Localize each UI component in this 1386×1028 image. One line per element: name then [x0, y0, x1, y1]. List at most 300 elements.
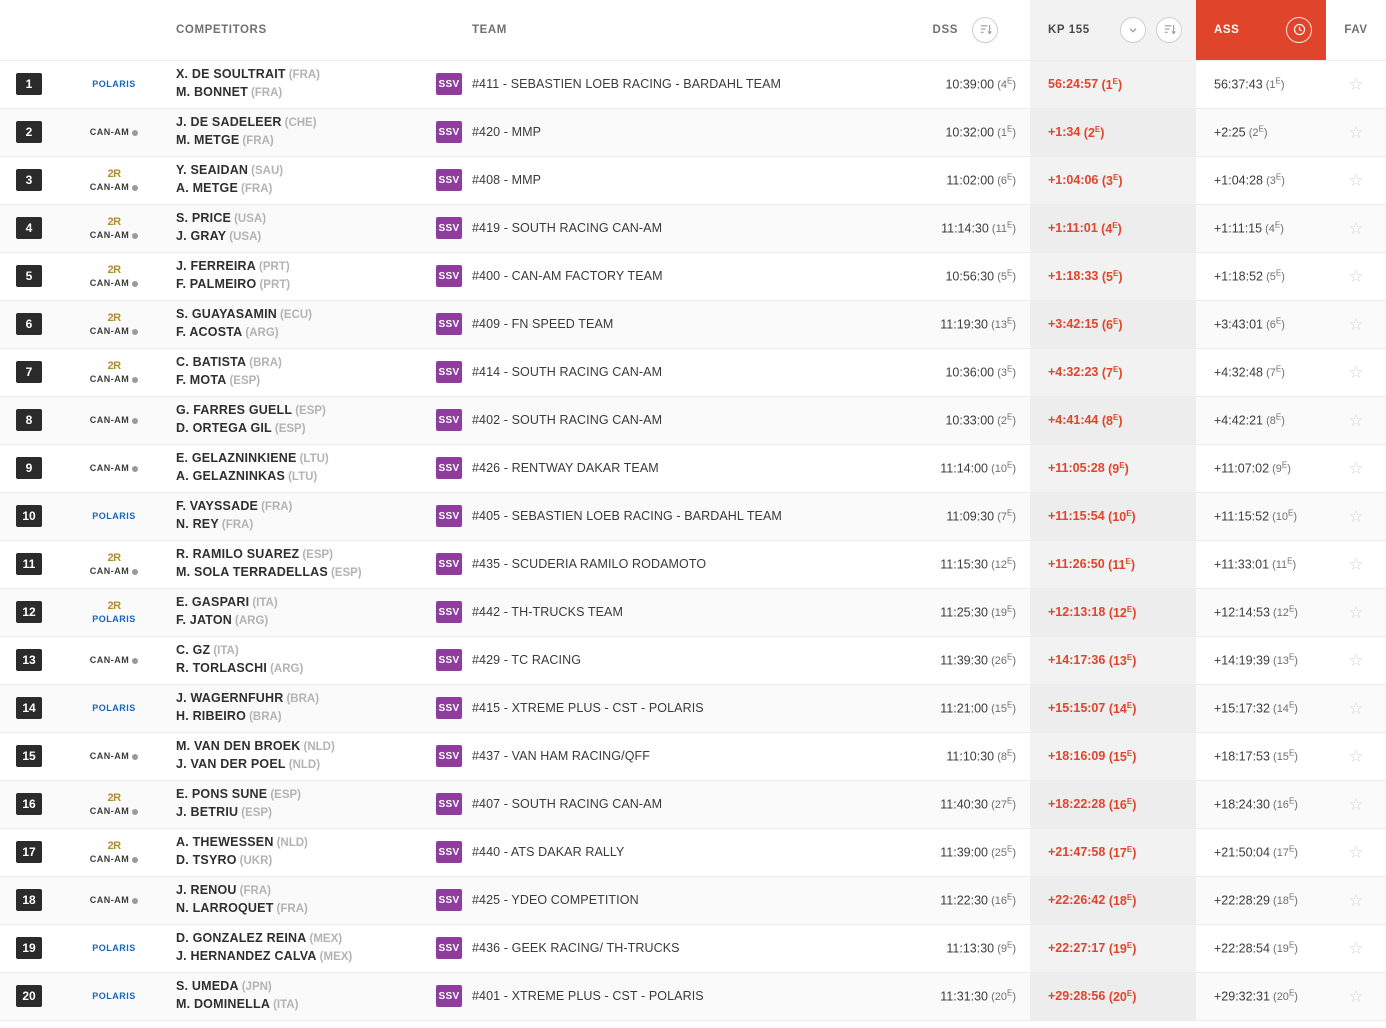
class-badge: SSV: [436, 889, 462, 911]
brand-cell: [58, 156, 170, 204]
team-cell: [470, 108, 842, 156]
codriver-nationality: (ESP): [229, 375, 261, 387]
team-cell: [470, 300, 842, 348]
team-label: #437 - VAN HAM RACING/QFF: [472, 749, 650, 763]
kp-time: +4:41:44: [1048, 413, 1099, 428]
ass-time: +2:25: [1214, 125, 1246, 140]
ass-time: +11:15:52: [1214, 509, 1270, 524]
favorite-cell[interactable]: [1326, 588, 1386, 636]
ass-rank: $(2^E)$: [1245, 124, 1268, 140]
kp-time: +4:32:23: [1048, 365, 1099, 380]
dss-rank: $(12^E)$: [988, 556, 1016, 572]
codriver-nationality: (FRA): [276, 903, 308, 915]
ass-cell: [1196, 924, 1326, 972]
team-label: #429 - TC RACING: [472, 653, 582, 667]
ass-time: +21:50:04: [1214, 845, 1270, 860]
codriver-name: D. TSYRO: [176, 853, 237, 867]
table-row[interactable]: [0, 348, 1386, 396]
kp-rank: $(11^E)$: [1104, 556, 1136, 572]
driver-name: J. FERREIRA: [176, 259, 256, 274]
class-badge: SSV: [436, 649, 462, 671]
table-row[interactable]: [0, 972, 1386, 1020]
table-row[interactable]: [0, 780, 1386, 828]
brand-logo: POLARIS: [92, 991, 136, 1001]
competitors-cell: [170, 828, 428, 876]
star-icon[interactable]: ☆: [1348, 890, 1364, 910]
ass-cell: [1196, 972, 1326, 1020]
team-cell: [470, 60, 842, 108]
driver-nationality: (JPN): [241, 981, 272, 994]
driver-name: S. PRICE: [176, 211, 232, 226]
ass-rank: $(16^E)$: [1269, 796, 1298, 812]
table-row[interactable]: [0, 684, 1386, 732]
favorite-cell[interactable]: [1326, 204, 1386, 252]
driver-name: C. BATISTA: [176, 355, 247, 370]
codriver-name: M. BONNET: [176, 85, 248, 99]
dss-time: 11:25:30: [940, 605, 989, 620]
team-cell: [470, 348, 842, 396]
favorite-cell[interactable]: [1326, 780, 1386, 828]
favorite-cell[interactable]: [1326, 732, 1386, 780]
header-rank: [0, 0, 58, 60]
kp-time: +18:16:09: [1048, 749, 1106, 764]
kp-time: 56:24:57: [1048, 77, 1099, 92]
competitors-cell: [170, 348, 428, 396]
brand-cell: [58, 924, 170, 972]
favorite-cell[interactable]: [1326, 444, 1386, 492]
driver-name: E. GELAZNINKIENE: [176, 451, 297, 466]
kp-time: +29:28:56: [1048, 989, 1106, 1004]
table-row[interactable]: [0, 828, 1386, 876]
codriver-nationality: (PRT): [259, 279, 291, 291]
header-kp-label: KP 155: [1048, 23, 1090, 36]
dss-time: 11:39:00: [940, 845, 989, 860]
table-row[interactable]: [0, 876, 1386, 924]
favorite-cell[interactable]: [1326, 300, 1386, 348]
dss-time: 11:39:30: [940, 653, 989, 668]
kp-time: +11:05:28: [1048, 461, 1105, 476]
brand-logo: CAN-AM: [90, 566, 139, 576]
dss-rank: $(10^E)$: [988, 460, 1016, 476]
brand-logo: CAN-AM: [90, 230, 139, 240]
favorite-cell[interactable]: [1326, 252, 1386, 300]
ass-cell: [1196, 204, 1326, 252]
class-badge: SSV: [436, 985, 462, 1007]
header-dss: DSS: [842, 0, 972, 60]
ass-rank: $(4^E)$: [1262, 220, 1284, 236]
driver-name: G. FARRES GUELL: [176, 403, 293, 418]
star-icon[interactable]: ☆: [1348, 266, 1364, 286]
kp-time: +18:22:28: [1048, 797, 1106, 812]
driver-name: X. DE SOULTRAIT: [176, 67, 286, 82]
codriver-nationality: (FRA): [241, 183, 273, 195]
ass-rank: $(8^E)$: [1263, 412, 1285, 428]
ass-cell: [1196, 396, 1326, 444]
favorite-cell[interactable]: [1326, 876, 1386, 924]
dss-time: 11:19:30: [940, 317, 989, 332]
star-icon[interactable]: ☆: [1348, 794, 1364, 814]
kp-cell: [1030, 204, 1196, 252]
brand-cell: [58, 108, 170, 156]
kp-cell: [1030, 348, 1196, 396]
competitors-cell: [170, 732, 428, 780]
codriver-nationality: (BRA): [249, 711, 282, 723]
codriver-nationality: (ARG): [270, 663, 304, 675]
team-label: #400 - CAN-AM FACTORY TEAM: [472, 269, 663, 283]
table-row[interactable]: [0, 588, 1386, 636]
class-badge: SSV: [436, 505, 462, 527]
dss-time: 11:10:30: [946, 749, 995, 764]
team-label: #411 - SEBASTIEN LOEB RACING - BARDAHL TEAM: [472, 77, 782, 91]
driver-nationality: (SAU): [251, 165, 284, 178]
brand-dot-icon: [132, 281, 138, 287]
driver-nationality: (ITA): [213, 645, 239, 658]
team-label: #425 - YDEO COMPETITION: [472, 893, 639, 907]
dss-rank: $(16^E)$: [988, 892, 1016, 908]
kp-time: +1:11:01: [1048, 221, 1098, 236]
ass-cell: [1196, 780, 1326, 828]
table-body: [0, 60, 1386, 1020]
team-label: #402 - SOUTH RACING CAN-AM: [472, 413, 663, 427]
brand-logo: POLARIS: [92, 943, 136, 953]
class-cell: [428, 684, 470, 732]
star-icon[interactable]: ☆: [1348, 506, 1364, 526]
favorite-cell[interactable]: [1326, 108, 1386, 156]
sort-icon[interactable]: [972, 17, 998, 43]
star-icon[interactable]: ☆: [1348, 554, 1364, 574]
class-badge: SSV: [436, 697, 462, 719]
two-r-icon: 2R: [107, 360, 121, 372]
ass-time: +14:19:39: [1214, 653, 1270, 668]
codriver-nationality: (USA): [229, 231, 262, 243]
kp-cell: [1030, 588, 1196, 636]
dss-cell: [842, 444, 1030, 492]
team-label: #435 - SCUDERIA RAMILO RODAMOTO: [472, 557, 707, 571]
favorite-cell[interactable]: [1326, 828, 1386, 876]
table-row[interactable]: [0, 732, 1386, 780]
brand-logo: POLARIS: [92, 703, 136, 713]
dss-cell: [842, 684, 1030, 732]
two-r-icon: 2R: [107, 312, 121, 324]
dss-time: 11:15:30: [940, 557, 989, 572]
brand-logo: CAN-AM: [90, 415, 139, 425]
star-icon[interactable]: ☆: [1348, 746, 1364, 766]
kp-rank: $(7^E)$: [1098, 364, 1123, 380]
star-icon[interactable]: ☆: [1348, 842, 1364, 862]
kp-rank: $(6^E)$: [1098, 316, 1123, 332]
ass-cell: [1196, 684, 1326, 732]
dss-rank: $(6^E)$: [994, 172, 1016, 188]
favorite-cell[interactable]: [1326, 60, 1386, 108]
kp-rank: $(1^E)$: [1098, 76, 1123, 92]
dss-rank: $(9^E)$: [994, 940, 1016, 956]
driver-name: C. GZ: [176, 643, 211, 658]
competitors-cell: [170, 60, 428, 108]
ass-rank: $(20^E)$: [1269, 988, 1298, 1004]
clock-icon[interactable]: [1286, 17, 1312, 43]
class-cell: [428, 828, 470, 876]
driver-nationality: (ESP): [270, 789, 301, 802]
kp-time: +1:34: [1048, 125, 1081, 140]
competitors-cell: [170, 108, 428, 156]
codriver-name: M. SOLA TERRADELLAS: [176, 565, 328, 579]
favorite-cell[interactable]: [1326, 684, 1386, 732]
driver-nationality: (FRA): [239, 885, 271, 898]
star-icon[interactable]: ☆: [1348, 122, 1364, 142]
star-icon[interactable]: ☆: [1348, 410, 1364, 430]
ass-cell: [1196, 108, 1326, 156]
chevron-down-icon[interactable]: [1120, 17, 1146, 43]
driver-nationality: (ECU): [280, 309, 312, 322]
table-row[interactable]: [0, 444, 1386, 492]
brand-cell: [58, 636, 170, 684]
ass-cell: [1196, 540, 1326, 588]
brand-cell: [58, 60, 170, 108]
driver-nationality: (BRA): [286, 693, 320, 706]
ass-time: 56:37:43: [1214, 77, 1263, 92]
brand-dot-icon: [132, 377, 138, 383]
team-label: #415 - XTREME PLUS - CST - POLARIS: [472, 701, 704, 715]
ass-time: +4:42:21: [1214, 413, 1264, 428]
favorite-cell[interactable]: [1326, 924, 1386, 972]
competitors-cell: [170, 924, 428, 972]
driver-name: S. GUAYASAMIN: [176, 307, 278, 322]
star-icon[interactable]: ☆: [1348, 218, 1364, 238]
star-icon[interactable]: ☆: [1348, 314, 1364, 334]
driver-nationality: (NLD): [276, 837, 308, 850]
rank-cell: [0, 108, 58, 156]
rank-badge: 11: [16, 553, 42, 575]
table-row[interactable]: [0, 300, 1386, 348]
favorite-cell[interactable]: [1326, 156, 1386, 204]
codriver-nationality: (ESP): [241, 807, 272, 819]
class-badge: SSV: [436, 217, 462, 239]
favorite-cell[interactable]: [1326, 348, 1386, 396]
team-label: #408 - MMP: [472, 173, 542, 187]
kp-rank: $(2^E)$: [1080, 124, 1105, 140]
kp-time: +15:15:07: [1048, 701, 1106, 716]
team-cell: [470, 252, 842, 300]
favorite-cell[interactable]: [1326, 636, 1386, 684]
rank-cell: [0, 588, 58, 636]
brand-dot-icon: [132, 857, 138, 863]
brand-logo: CAN-AM: [90, 127, 139, 137]
rank-badge: 4: [16, 217, 42, 239]
rank-cell: [0, 252, 58, 300]
class-cell: [428, 636, 470, 684]
kp-cell: [1030, 492, 1196, 540]
competitors-cell: [170, 780, 428, 828]
two-r-icon: 2R: [107, 264, 121, 276]
brand-logo: CAN-AM: [90, 895, 139, 905]
class-cell: [428, 972, 470, 1020]
driver-name: M. VAN DEN BROEK: [176, 739, 301, 754]
rank-cell: [0, 396, 58, 444]
dss-time: 11:21:00: [940, 701, 989, 716]
rank-cell: [0, 348, 58, 396]
team-cell: [470, 444, 842, 492]
kp-cell: [1030, 156, 1196, 204]
table-row[interactable]: [0, 540, 1386, 588]
class-cell: [428, 204, 470, 252]
kp-time: +22:27:17: [1048, 941, 1106, 956]
team-label: #440 - ATS DAKAR RALLY: [472, 845, 625, 859]
table-row[interactable]: [0, 108, 1386, 156]
kp-sort-icon[interactable]: [1156, 17, 1182, 43]
ass-time: +22:28:29: [1214, 893, 1270, 908]
rank-cell: [0, 540, 58, 588]
star-icon[interactable]: ☆: [1348, 650, 1364, 670]
class-cell: [428, 348, 470, 396]
brand-cell: [58, 348, 170, 396]
star-icon[interactable]: ☆: [1348, 170, 1364, 190]
header-fav: FAV: [1326, 0, 1386, 60]
class-cell: [428, 396, 470, 444]
brand-logo: POLARIS: [92, 614, 136, 624]
ass-cell: [1196, 876, 1326, 924]
kp-rank: $(5^E)$: [1098, 268, 1123, 284]
team-cell: [470, 396, 842, 444]
favorite-cell[interactable]: [1326, 396, 1386, 444]
brand-dot-icon: [132, 185, 138, 191]
kp-rank: $(4^E)$: [1097, 220, 1122, 236]
table-row[interactable]: [0, 636, 1386, 684]
codriver-nationality: (LTU): [288, 471, 318, 483]
brand-logo: CAN-AM: [90, 463, 139, 473]
driver-nationality: (ITA): [252, 597, 278, 610]
codriver-nationality: (FRA): [250, 87, 283, 99]
ass-cell: [1196, 300, 1326, 348]
kp-rank: $(17^E)$: [1105, 844, 1137, 860]
two-r-icon: 2R: [107, 600, 121, 612]
table-row[interactable]: [0, 252, 1386, 300]
dss-time: 11:09:30: [946, 509, 995, 524]
team-label: #409 - FN SPEED TEAM: [472, 317, 614, 331]
team-label: #436 - GEEK RACING/ TH-TRUCKS: [472, 941, 680, 955]
brand-dot-icon: [132, 569, 138, 575]
class-badge: SSV: [436, 169, 462, 191]
class-badge: SSV: [436, 745, 462, 767]
ass-rank: $(10^E)$: [1269, 508, 1298, 524]
dss-rank: $(4^E)$: [994, 76, 1016, 92]
dss-cell: [842, 588, 1030, 636]
driver-nationality: (BRA): [249, 357, 282, 370]
codriver-name: J. VAN DER POEL: [176, 757, 286, 771]
driver-name: E. GASPARI: [176, 595, 250, 610]
rank-badge: 19: [16, 937, 42, 959]
dss-rank: $(1^E)$: [994, 124, 1016, 140]
ass-rank: $(1^E)$: [1262, 76, 1285, 92]
brand-cell: [58, 684, 170, 732]
competitors-cell: [170, 300, 428, 348]
dss-time: 10:56:30: [945, 269, 995, 284]
two-r-icon: 2R: [107, 216, 121, 228]
ass-time: +18:24:30: [1214, 797, 1270, 812]
kp-time: +1:04:06: [1048, 173, 1099, 188]
class-badge: SSV: [436, 841, 462, 863]
favorite-cell[interactable]: [1326, 540, 1386, 588]
brand-cell: [58, 732, 170, 780]
ass-cell: [1196, 588, 1326, 636]
kp-rank: $(12^E)$: [1105, 604, 1137, 620]
table-row[interactable]: [0, 492, 1386, 540]
ass-cell: [1196, 636, 1326, 684]
ass-cell: [1196, 156, 1326, 204]
driver-name: D. GONZALEZ REINA: [176, 931, 307, 946]
codriver-name: M. DOMINELLA: [176, 997, 271, 1011]
class-cell: [428, 156, 470, 204]
dss-cell: [842, 204, 1030, 252]
table-header: [0, 0, 1386, 60]
dss-rank: $(13^E)$: [988, 316, 1016, 332]
dss-time: 11:31:30: [940, 989, 989, 1004]
codriver-name: F. PALMEIRO: [176, 277, 257, 291]
brand-logo: CAN-AM: [90, 751, 139, 761]
class-badge: SSV: [436, 601, 462, 623]
codriver-nationality: (UKR): [239, 855, 273, 867]
table-row[interactable]: [0, 156, 1386, 204]
class-cell: [428, 492, 470, 540]
star-icon[interactable]: ☆: [1348, 938, 1364, 958]
team-cell: [470, 588, 842, 636]
codriver-nationality: (MEX): [319, 951, 353, 963]
star-icon[interactable]: ☆: [1348, 458, 1364, 478]
table-row[interactable]: [0, 396, 1386, 444]
dss-time: 11:14:00: [940, 461, 989, 476]
rank-cell: [0, 60, 58, 108]
dss-time: 10:32:00: [945, 125, 995, 140]
ass-rank: $(5^E)$: [1263, 268, 1285, 284]
team-cell: [470, 876, 842, 924]
rank-badge: 2: [16, 121, 42, 143]
star-icon[interactable]: ☆: [1348, 74, 1364, 94]
table-row[interactable]: [0, 204, 1386, 252]
competitors-cell: [170, 876, 428, 924]
codriver-name: F. ACOSTA: [176, 325, 243, 339]
team-cell: [470, 684, 842, 732]
class-cell: [428, 780, 470, 828]
brand-cell: [58, 492, 170, 540]
ass-time: +3:43:01: [1214, 317, 1264, 332]
brand-cell: [58, 540, 170, 588]
class-cell: [428, 300, 470, 348]
favorite-cell[interactable]: [1326, 492, 1386, 540]
dss-time: 11:40:30: [940, 797, 989, 812]
rank-cell: [0, 828, 58, 876]
favorite-cell[interactable]: [1326, 972, 1386, 1020]
star-icon[interactable]: ☆: [1348, 698, 1364, 718]
dss-time: 10:39:00: [945, 77, 995, 92]
team-cell: [470, 636, 842, 684]
team-label: #419 - SOUTH RACING CAN-AM: [472, 221, 663, 235]
class-badge: SSV: [436, 73, 462, 95]
header-team: TEAM: [470, 0, 842, 60]
star-icon[interactable]: ☆: [1348, 362, 1364, 382]
team-label: #442 - TH-TRUCKS TEAM: [472, 605, 623, 619]
kp-cell: [1030, 396, 1196, 444]
table-row[interactable]: [0, 60, 1386, 108]
table-row[interactable]: [0, 924, 1386, 972]
codriver-nationality: (ITA): [273, 999, 299, 1011]
star-icon[interactable]: ☆: [1348, 602, 1364, 622]
kp-cell: [1030, 972, 1196, 1020]
kp-time: +12:13:18: [1048, 605, 1106, 620]
codriver-nationality: (ESP): [330, 567, 362, 579]
star-icon[interactable]: ☆: [1348, 986, 1364, 1006]
rank-badge: 12: [16, 601, 42, 623]
driver-nationality: (FRA): [288, 69, 321, 82]
ass-cell: [1196, 444, 1326, 492]
